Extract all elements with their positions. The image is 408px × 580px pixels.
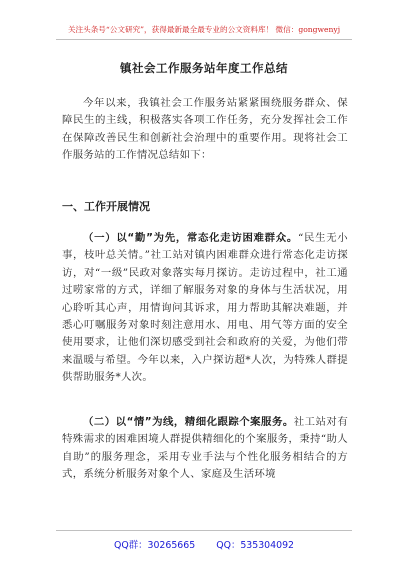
footer-qq: QQ：535304092 xyxy=(216,540,295,551)
paragraph-diligence xyxy=(62,230,348,387)
intro-paragraph: 今年以来，我镇社会工作服务站紧紧围绕服务群众、保障民生的主线，积极落实各项工作任务，充分发挥社会工作在保障改善民生和创新社会治理中的重要作用。现将社会工作服务站的工作情况总结如下： xyxy=(62,97,348,162)
footer-qq-group: QQ群：30265665 xyxy=(113,540,196,551)
paragraph-text: “民生无小事，枝叶总关情。”社工站对镇内困难群众进行常态化走访探访，对“一级”民政对象落实每月探访。走访过程中，社工通过唠家常的方式，详细了解服务对象的身体与生活状况，用心聆听其心声，用情询问其诉求，用力帮助其解决难题，并悉心叮嘱服务对象时刻注意用水、用电、用气等方面的安全使用要求，让他们深切感受到社会和政府的关爱，为他们带来温暖与希望。今年以来，入户探访超*人次，为特殊人群提供帮助服务*人次。 xyxy=(62,232,348,384)
header-rule xyxy=(56,39,352,40)
footer-contacts xyxy=(0,537,408,551)
paragraph-text: 社工站对有特殊需求的困难困境人群提供精细化的个案服务，秉持“助人自助”的服务理念，采用专业手法与个性化服务相结合的方式，系统分析服务对象个人、家庭及生活环境 xyxy=(62,416,349,481)
paragraph-care xyxy=(62,414,348,484)
paragraph-lead: （一）以“勤”为先，常态化走访困难群众。 xyxy=(83,232,298,244)
header-banner: 关注头条号“公文研究”，获得最新最全最专业的公文资料库！ 微信：gongwenyj xyxy=(67,25,341,34)
section-heading: 一、工作开展情况 xyxy=(62,200,150,213)
document-title: 镇社会工作服务站年度工作总结 xyxy=(120,61,288,75)
paragraph-lead: （二）以“情”为线，精细化跟踪个案服务。 xyxy=(83,416,294,428)
footer-rule xyxy=(56,530,352,531)
